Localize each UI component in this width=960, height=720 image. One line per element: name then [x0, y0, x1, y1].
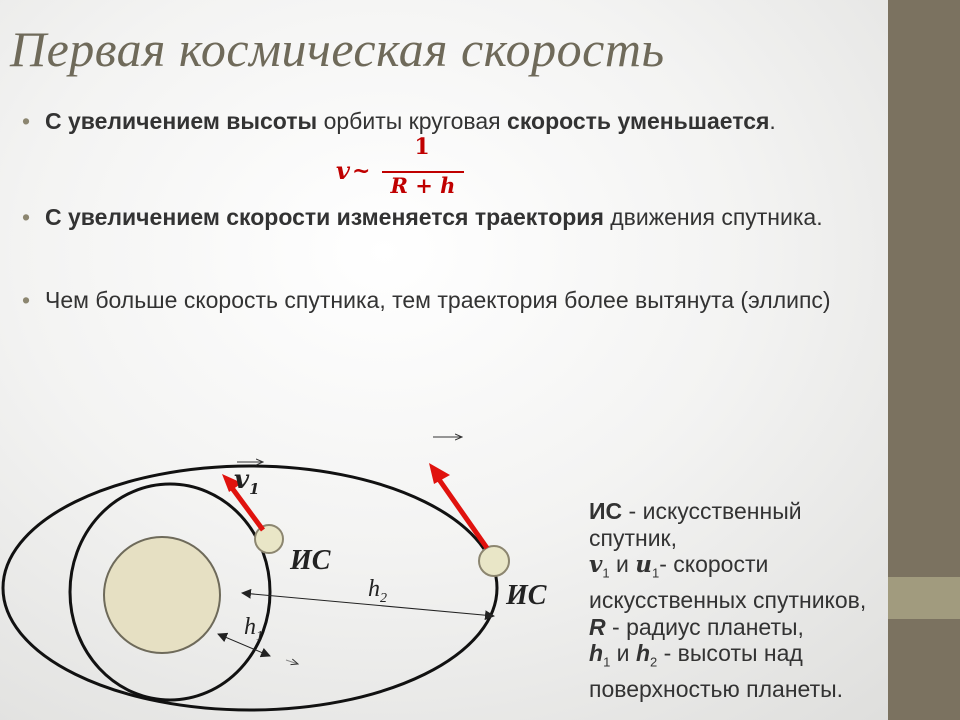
velocity-arrowhead-outer-icon	[429, 463, 450, 484]
label-h2: $h_2$	[368, 576, 387, 606]
legend-r-symbol: R	[589, 613, 606, 640]
bullet-dot-icon: •	[22, 287, 31, 313]
legend-u-sub: 1	[651, 565, 660, 581]
legend-h2-sub: 2	[650, 654, 658, 670]
elliptical-orbit	[3, 466, 497, 710]
legend-is-text: - искусственный	[622, 498, 802, 524]
legend-h2-symbol: h	[635, 640, 650, 667]
legend-box	[589, 498, 949, 703]
legend-heights-text: - высоты над	[657, 640, 803, 667]
label-is-outer: ИС	[506, 580, 547, 611]
legend-row-radius	[589, 614, 949, 641]
bullet-1-text-a: орбиты круговая	[317, 108, 508, 134]
legend-is-bold: ИС	[589, 498, 623, 524]
label-v1: $v_1$	[234, 465, 260, 498]
legend-v-sub: 1	[602, 565, 610, 581]
bullet-dot-icon: •	[22, 204, 31, 230]
satellite-inner	[255, 525, 283, 553]
legend-radius-text: - радиус планеты,	[605, 613, 804, 640]
velocity-formula	[330, 134, 470, 198]
legend-row-is	[589, 498, 949, 525]
bullet-trajectory	[22, 200, 905, 235]
legend-and-1: и	[609, 551, 636, 577]
orbit-diagram	[0, 420, 603, 720]
bullet-1-bold-a: С увеличением высоты	[45, 108, 318, 134]
legend-h1-sub: 1	[603, 654, 611, 670]
bullet-1-text-b: .	[769, 108, 776, 134]
legend-v-symbol: v	[589, 551, 603, 578]
label-is-inner: ИС	[290, 545, 331, 576]
slide-title: Первая космическая скорость	[10, 21, 665, 77]
label-h1: $h_1$	[244, 614, 263, 644]
legend-u-symbol: u	[635, 551, 652, 578]
formula-v: v	[336, 156, 350, 185]
legend-row-satellite: спутник,	[589, 524, 677, 551]
legend-velocities-text: - скорости	[659, 551, 769, 577]
bullet-2-text: движения спутника.	[603, 204, 823, 230]
bullet-ellipse	[22, 283, 925, 318]
formula-denominator: R + h	[390, 173, 456, 198]
formula-tilde: ~	[352, 158, 371, 184]
legend-and-2: и	[610, 640, 636, 667]
bullet-dot-icon: •	[22, 108, 31, 134]
bullet-2-bold: С увеличением скорости изменяется траектория	[45, 204, 604, 230]
formula-numerator: 1	[414, 134, 430, 160]
legend-h1-symbol: h	[589, 640, 604, 667]
satellite-outer	[479, 546, 509, 576]
legend-row-heights	[589, 640, 949, 676]
bullet-1-bold-b: скорость уменьшается	[507, 108, 770, 134]
legend-row-surface: поверхностью планеты.	[589, 676, 844, 703]
legend-row-satellites: искусственных спутников,	[589, 587, 867, 614]
planet	[104, 537, 220, 653]
legend-row-velocities	[589, 551, 949, 587]
vector-mark-faint	[286, 660, 298, 664]
bullet-3-text: Чем больше скорость спутника, тем траектория более вытянута (эллипс)	[45, 287, 831, 313]
